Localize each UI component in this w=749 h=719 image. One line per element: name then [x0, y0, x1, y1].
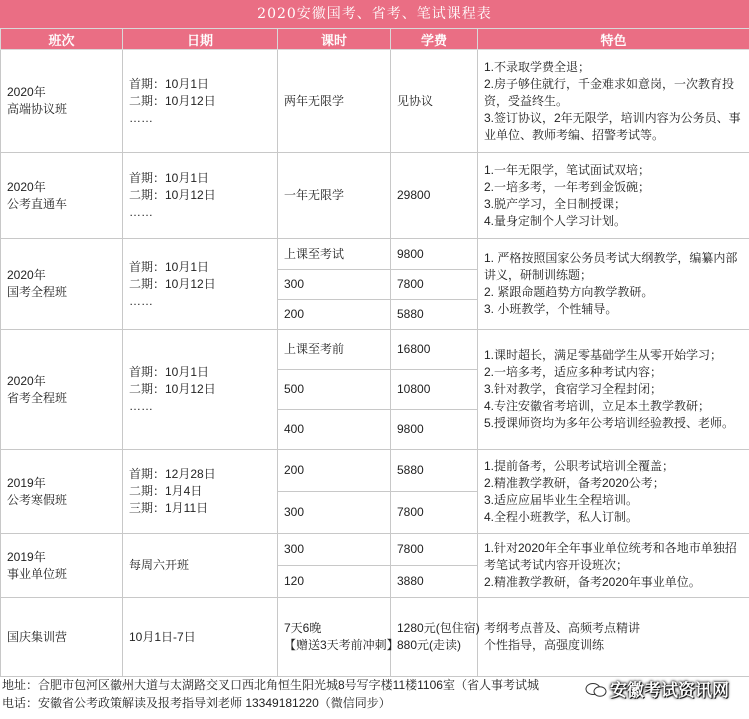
date-line: 每周六开班 [129, 558, 190, 572]
fee-line: 10800 [397, 382, 431, 396]
hours-line: 300 [284, 505, 305, 519]
header-date: 日期 [123, 29, 278, 50]
class-name: 事业单位班 [7, 566, 68, 581]
fee-cell [391, 330, 478, 370]
hours-cell [278, 330, 391, 370]
class-name-cell [1, 330, 123, 450]
date-line: 三期：1月11日 [129, 501, 209, 515]
features-cell [478, 153, 749, 239]
feature-line: 5.授课师资均为多年公考培训经验教授、老师。 [484, 416, 735, 430]
schedule-title: 2020安徽国考、省考、笔试课程表 [0, 0, 749, 28]
hours-cell [278, 50, 391, 153]
class-name: 2019年 [7, 549, 46, 564]
date-cell [123, 50, 278, 153]
fee-cell [391, 153, 478, 239]
date-line: 首期：10月1日 [129, 171, 210, 185]
class-name: 2020年 [7, 179, 46, 194]
features-cell [478, 534, 749, 598]
feature-line: 1.一年无限学，笔试面试双培； [484, 162, 651, 177]
date-line: 二期：10月12日 [129, 382, 216, 396]
hours-line: 两年无限学 [284, 93, 345, 108]
date-line: …… [129, 399, 153, 413]
feature-line: 4.量身定制个人学习计划。 [484, 213, 627, 228]
feature-line: 4.全程小班教学，私人订制。 [484, 509, 639, 524]
date-line: …… [129, 205, 153, 219]
class-name: 国考全程班 [7, 285, 68, 299]
fee-line: 16800 [397, 342, 431, 356]
date-cell [123, 598, 278, 677]
feature-line: 3. 小班教学，个性辅导。 [484, 302, 618, 316]
table-body [1, 50, 749, 677]
fee-line: 5880 [397, 463, 424, 477]
fee-line: 7800 [397, 542, 424, 556]
footer-address: 地址：合肥市包河区徽州大道与太湖路交叉口西北角恒生阳光城8号写字楼11楼1106室（省人事考试城 [2, 678, 539, 692]
class-name: 高端协议班 [7, 102, 68, 116]
table-header-row [1, 29, 749, 50]
header-hours: 课时 [278, 29, 391, 50]
fee-line: 5880 [397, 307, 424, 321]
hours-cell [278, 598, 399, 677]
date-line: 首期：10月1日 [129, 365, 210, 379]
fee-cell [391, 534, 478, 566]
hours-line: 400 [284, 422, 305, 436]
date-cell [123, 239, 278, 330]
table-row [1, 50, 749, 153]
class-name: 省考全程班 [7, 390, 68, 405]
class-name: 公考直通车 [7, 196, 68, 211]
hours-cell [278, 370, 391, 410]
hours-cell [278, 270, 391, 300]
hours-cell [278, 450, 391, 492]
date-cell [123, 450, 278, 534]
fee-line: 1280元(包住宿) [397, 621, 480, 635]
feature-line: 4.专注安徽省考培训，立足本土教学教研； [484, 399, 711, 413]
date-line: 二期：10月12日 [129, 188, 216, 202]
class-name: 2019年 [7, 475, 46, 490]
date-line: 首期：12月28日 [129, 467, 216, 481]
hours-line: 7天6晚 [284, 621, 322, 635]
fee-cell [391, 598, 478, 677]
fee-cell [391, 370, 478, 410]
fee-line: 880元(走读) [397, 638, 462, 652]
fee-line: 见协议 [397, 93, 434, 108]
date-line: 二期：10月12日 [129, 93, 216, 108]
feature-line: 1.针对2020年全年事业单位统考和各地市单独招考笔试考试内容开设班次； [484, 541, 737, 572]
fee-cell [391, 50, 478, 153]
feature-line: 2.一培多考，适应多种考试内容； [484, 365, 663, 379]
watermark [585, 676, 729, 701]
hours-line: 【赠送3天考前冲刺】 [284, 638, 399, 652]
feature-line: 个性指导，高强度训练 [484, 638, 605, 652]
class-name-cell [1, 50, 123, 153]
class-name-cell [1, 534, 123, 598]
feature-line: 3.适应应届毕业生全程培训。 [484, 492, 639, 507]
class-name-cell [1, 450, 123, 534]
date-line: 二期：1月4日 [129, 484, 203, 498]
feature-line: 1.提前备考，公职考试培训全覆盖； [484, 458, 675, 473]
features-cell [478, 50, 749, 153]
features-cell [478, 330, 749, 450]
hours-cell [278, 410, 391, 450]
header-fee: 学费 [391, 29, 478, 50]
feature-line: 1.课时超长，满足零基础学生从零开始学习； [484, 348, 723, 362]
feature-line: 3.签订协议，2年无限学，培训内容为公务员、事业单位、教师考编、招警考试等。 [484, 110, 741, 142]
footer-phone: 电话：安徽省公考政策解读及报考指导刘老师 13349181220（微信同步） [2, 696, 391, 710]
hours-line: 300 [284, 277, 305, 291]
hours-cell [278, 534, 391, 566]
fee-cell [391, 492, 478, 534]
hours-cell [278, 492, 391, 534]
fee-cell [391, 270, 478, 300]
feature-line: 1. 严格按照国家公务员考试大纲教学，编纂内部讲义，研制训练题； [484, 251, 738, 282]
features-cell [478, 598, 749, 677]
feature-line: 2.房子够住就行，千金难求如意岗，一次教育投资，受益终生。 [484, 76, 735, 108]
hours-cell [278, 153, 391, 239]
class-name: 2020年 [7, 373, 46, 388]
date-line: 首期：10月1日 [129, 76, 210, 91]
feature-line: 2.一培多考，一年考到金饭碗； [484, 179, 651, 194]
feature-line: 3.针对教学，食宿学习全程封闭； [484, 382, 663, 396]
table-row [1, 598, 749, 677]
fee-cell [391, 450, 478, 492]
class-name: 国庆集训营 [7, 629, 68, 644]
feature-line: 2.精准教学教研，备考2020公考； [484, 475, 665, 490]
hours-cell [278, 239, 391, 270]
fee-line: 9800 [397, 422, 424, 436]
schedule-table [0, 28, 749, 677]
hours-line: 一年无限学 [284, 188, 345, 202]
date-cell [123, 330, 278, 450]
table-row [1, 450, 749, 492]
feature-line: 2.精准教学教研，备考2020年事业单位。 [484, 575, 701, 589]
date-line: …… [129, 293, 153, 308]
hours-line: 300 [284, 542, 305, 556]
class-name-cell [1, 239, 123, 330]
header-features: 特色 [478, 29, 749, 50]
class-name: 2020年 [7, 85, 46, 99]
fee-line: 3880 [397, 574, 424, 588]
feature-line: 考纲考点普及、高频考点精讲 [484, 621, 641, 635]
date-cell [123, 153, 278, 239]
hours-cell [278, 300, 391, 330]
date-line: 首期：10月1日 [129, 259, 210, 274]
hours-line: 120 [284, 574, 305, 588]
fee-line: 9800 [397, 246, 424, 261]
table-row [1, 534, 749, 566]
fee-cell [391, 300, 478, 330]
feature-line: 1.不录取学费全退； [484, 59, 591, 74]
hours-cell [278, 566, 391, 598]
fee-cell [391, 566, 478, 598]
feature-line: 3.脱产学习，全日制授课； [484, 196, 627, 211]
wechat-icon [585, 682, 607, 698]
class-name-cell [1, 598, 123, 677]
table-row [1, 330, 749, 370]
watermark-text: 安徽考试资讯网 [610, 681, 729, 700]
class-name: 2020年 [7, 268, 46, 282]
date-cell [123, 534, 278, 598]
hours-line: 上课至考试 [284, 246, 345, 261]
fee-cell [391, 239, 478, 270]
date-line: …… [129, 110, 153, 125]
class-name-cell [1, 153, 123, 239]
fee-line: 7800 [397, 505, 424, 519]
class-name: 公考寒假班 [7, 492, 68, 507]
header-class: 班次 [1, 29, 123, 50]
feature-line: 2. 紧跟命题趋势方向教学教研。 [484, 285, 654, 299]
features-cell [478, 239, 749, 330]
fee-line: 7800 [397, 277, 424, 291]
hours-line: 200 [284, 463, 305, 477]
fee-line: 29800 [397, 188, 431, 202]
hours-line: 200 [284, 307, 305, 321]
hours-line: 500 [284, 382, 305, 396]
hours-line: 上课至考前 [284, 342, 345, 356]
table-row [1, 153, 749, 239]
table-row [1, 239, 749, 270]
fee-cell [391, 410, 478, 450]
date-line: 10月1日-7日 [129, 629, 196, 644]
features-cell [478, 450, 749, 534]
date-line: 二期：10月12日 [129, 276, 216, 291]
